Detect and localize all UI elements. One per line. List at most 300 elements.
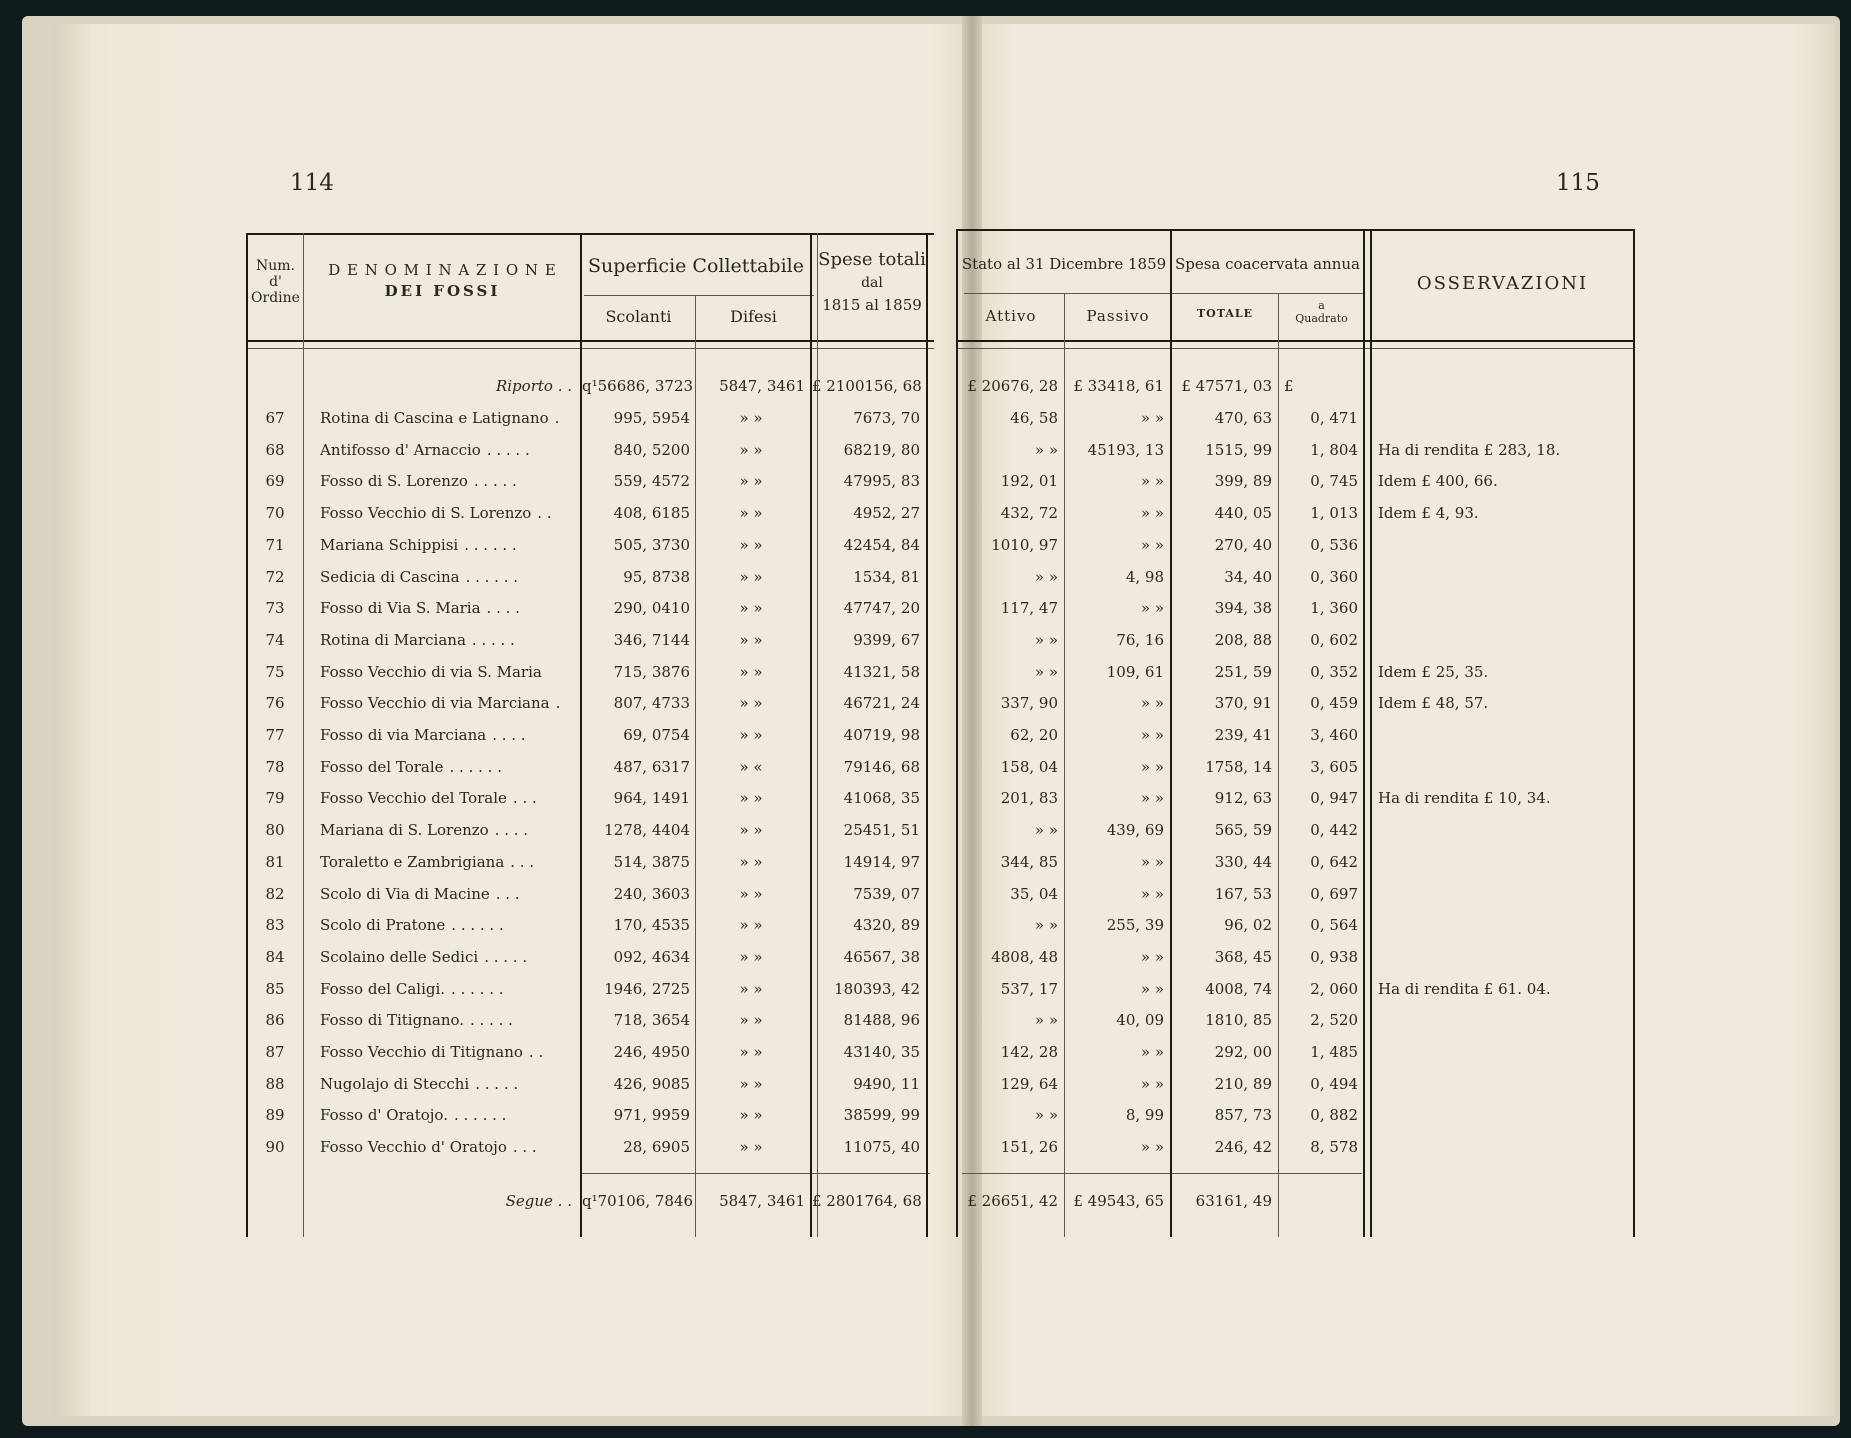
cell-totale: 565, 59: [1214, 821, 1272, 839]
leader-dots: . . . . . .: [464, 536, 517, 554]
cell-totale: 292, 00: [1214, 1043, 1272, 1061]
cell-difesi: » »: [739, 885, 763, 903]
leader-dots: .: [554, 409, 560, 427]
cell-attivo: 117, 47: [1000, 599, 1058, 617]
cell-spese: 40719, 98: [843, 726, 920, 744]
cell-difesi: » »: [739, 726, 763, 744]
fosso-name: Fosso Vecchio del Torale: [320, 789, 507, 807]
fosso-name: Fosso di Titignano.: [320, 1011, 465, 1029]
cell-passivo: 255, 39: [1106, 916, 1164, 934]
cell-passivo: » »: [1140, 948, 1164, 966]
segue-attivo: £ 26651, 42: [967, 1192, 1058, 1210]
cell-spese: 14914, 97: [843, 853, 920, 871]
riporto-scolanti: q¹56686, 3723: [582, 377, 694, 395]
cell-scolanti: 69, 0754: [623, 726, 690, 744]
cell-spese: 11075, 40: [843, 1138, 920, 1156]
cell-scolanti: 559, 4572: [613, 472, 690, 490]
cell-oss: Ha di rendita £ 283, 18.: [1378, 441, 1561, 459]
cell-name: [320, 820, 575, 840]
cell-scolanti: 487, 6317: [613, 758, 690, 776]
page-number-left: 114: [290, 170, 334, 196]
cell-scolanti: 514, 3875: [613, 853, 690, 871]
cell-passivo: » »: [1140, 726, 1164, 744]
leader-dots: . . .: [512, 1138, 537, 1156]
cell-quadrato: 0, 564: [1310, 916, 1358, 934]
header-num: Num. d' Ordine: [251, 258, 300, 307]
cell-difesi: » »: [739, 663, 763, 681]
header-quadrato: a Quadrato: [1295, 299, 1348, 325]
table-top-rule-left: [246, 233, 934, 235]
cell-attivo: 62, 20: [1010, 726, 1058, 744]
cell-spese: 9490, 11: [853, 1075, 920, 1093]
cell-spese: 81488, 96: [843, 1011, 920, 1029]
riporto-quadrato: £: [1284, 377, 1294, 395]
fosso-name: Scolaino delle Sedici: [320, 948, 479, 966]
cell-difesi: » »: [739, 789, 763, 807]
cell-quadrato: 1, 485: [1310, 1043, 1358, 1061]
cell-name: [320, 1105, 575, 1125]
leader-dots: . . . . .: [486, 441, 530, 459]
cell-attivo: 151, 26: [1000, 1138, 1058, 1156]
header-spese: Spese totali dal 1815 al 1859: [818, 249, 926, 314]
cell-difesi: » »: [739, 536, 763, 554]
cell-totale: 96, 02: [1224, 916, 1272, 934]
cell-spese: 4320, 89: [853, 916, 920, 934]
leader-dots: . . . . .: [471, 631, 515, 649]
col-rule-num: [303, 233, 304, 1237]
cell-totale: 370, 91: [1214, 694, 1272, 712]
cell-num: 89: [265, 1106, 285, 1124]
cell-attivo: » »: [1034, 441, 1058, 459]
cell-spese: 46567, 38: [843, 948, 920, 966]
fosso-name: Toraletto e Zambrigiana: [320, 853, 505, 871]
cell-passivo: » »: [1140, 1075, 1164, 1093]
cell-name: [320, 915, 575, 935]
cell-oss: Idem £ 25, 35.: [1378, 663, 1489, 681]
cell-attivo: 142, 28: [1000, 1043, 1058, 1061]
cell-num: 81: [265, 853, 285, 871]
cell-spese: 68219, 80: [843, 441, 920, 459]
cell-difesi: » »: [739, 441, 763, 459]
cell-num: 87: [265, 1043, 285, 1061]
cell-spese: 47995, 83: [843, 472, 920, 490]
cell-difesi: » »: [739, 599, 763, 617]
cell-quadrato: 1, 360: [1310, 599, 1358, 617]
leader-dots: . . . . .: [475, 1075, 519, 1093]
cell-num: 69: [265, 472, 285, 490]
cell-difesi: » »: [739, 409, 763, 427]
cell-difesi: » »: [739, 631, 763, 649]
cell-spese: 1534, 81: [853, 568, 920, 586]
cell-scolanti: 95, 8738: [623, 568, 690, 586]
cell-passivo: » »: [1140, 504, 1164, 522]
cell-oss: Ha di rendita £ 61. 04.: [1378, 980, 1551, 998]
cell-scolanti: 408, 6185: [613, 504, 690, 522]
cell-totale: 210, 89: [1214, 1075, 1272, 1093]
segue-difesi: 5847, 3461: [719, 1192, 805, 1210]
leader-dots: . . . .: [492, 726, 526, 744]
cell-passivo: 109, 61: [1106, 663, 1164, 681]
superficie-sub-rule: [584, 295, 814, 296]
cell-name: [320, 598, 575, 618]
leader-dots: . . . .: [494, 821, 529, 839]
cell-spese: 180393, 42: [834, 980, 920, 998]
cell-name: [320, 1137, 575, 1157]
cell-passivo: » »: [1140, 472, 1164, 490]
cell-attivo: 537, 17: [1000, 980, 1058, 998]
cell-attivo: » »: [1034, 1106, 1058, 1124]
cell-name: [320, 503, 575, 523]
segue-scolanti: q¹70106, 7846: [582, 1192, 694, 1210]
segue-spese: £ 2801764, 68: [812, 1192, 922, 1210]
cell-oss: Idem £ 400, 66.: [1378, 472, 1498, 490]
cell-num: 79: [265, 789, 285, 807]
cell-attivo: » »: [1034, 631, 1058, 649]
header-double-rule-right: [956, 348, 1635, 349]
cell-name: [320, 630, 575, 650]
cell-quadrato: 0, 602: [1310, 631, 1358, 649]
riporto-passivo: £ 33418, 61: [1073, 377, 1164, 395]
cell-spese: 46721, 24: [843, 694, 920, 712]
stato-sub-rule: [964, 293, 1364, 294]
cell-attivo: 46, 58: [1010, 409, 1058, 427]
leader-dots: . . .: [512, 789, 537, 807]
cell-num: 83: [265, 916, 285, 934]
col-rule-left-edge: [246, 233, 248, 1237]
cell-passivo: 76, 16: [1116, 631, 1164, 649]
leader-dots: . . . . .: [470, 1011, 513, 1029]
header-stato: Stato al 31 Dicembre 1859: [961, 255, 1167, 273]
cell-attivo: 1010, 97: [991, 536, 1058, 554]
col-rule-right-edge: [1633, 229, 1635, 1237]
header-bottom-rule-right: [956, 340, 1635, 342]
cell-totale: 251, 59: [1214, 663, 1272, 681]
cell-quadrato: 0, 459: [1310, 694, 1358, 712]
cell-scolanti: 28, 6905: [623, 1138, 690, 1156]
cell-quadrato: 0, 642: [1310, 853, 1358, 871]
cell-name: [320, 979, 575, 999]
cell-totale: 399, 89: [1214, 472, 1272, 490]
cell-name: [320, 757, 575, 777]
cell-totale: 368, 45: [1214, 948, 1272, 966]
cell-oss: Idem £ 48, 57.: [1378, 694, 1489, 712]
cell-totale: 167, 53: [1214, 885, 1272, 903]
cell-totale: 470, 63: [1214, 409, 1272, 427]
cell-num: 73: [265, 599, 285, 617]
cell-quadrato: 1, 013: [1310, 504, 1358, 522]
cell-quadrato: 2, 060: [1310, 980, 1358, 998]
cell-quadrato: 0, 697: [1310, 885, 1358, 903]
cell-difesi: » »: [739, 821, 763, 839]
cell-totale: 270, 40: [1214, 536, 1272, 554]
cell-spese: 7539, 07: [853, 885, 920, 903]
col-rule-scolanti: [695, 295, 696, 1237]
cell-passivo: » »: [1140, 853, 1164, 871]
leader-dots: . . . . . .: [453, 1106, 507, 1124]
cell-spese: 42454, 84: [843, 536, 920, 554]
cell-name: [320, 471, 575, 491]
cell-name: [320, 884, 575, 904]
cell-difesi: » »: [739, 694, 763, 712]
cell-spese: 25451, 51: [843, 821, 920, 839]
cell-quadrato: 0, 745: [1310, 472, 1358, 490]
cell-scolanti: 840, 5200: [613, 441, 690, 459]
cell-passivo: » »: [1140, 1138, 1164, 1156]
cell-name: [320, 693, 575, 713]
table-top-rule-right: [956, 229, 1635, 231]
cell-attivo: 201, 83: [1000, 789, 1058, 807]
fosso-name: Fosso Vecchio di Titignano: [320, 1043, 523, 1061]
cell-scolanti: 964, 1491: [613, 789, 690, 807]
fosso-name: Fosso Vecchio di S. Lorenzo: [320, 504, 532, 522]
riporto-attivo: £ 20676, 28: [967, 377, 1058, 395]
cell-difesi: » »: [739, 1011, 763, 1029]
segue-passivo: £ 49543, 65: [1073, 1192, 1164, 1210]
cell-attivo: » »: [1034, 568, 1058, 586]
cell-scolanti: 971, 9959: [613, 1106, 690, 1124]
cell-passivo: » »: [1140, 789, 1164, 807]
book-gutter: [962, 16, 982, 1426]
fosso-name: Fosso d' Oratojo.: [320, 1106, 448, 1124]
cell-num: 80: [265, 821, 285, 839]
cell-passivo: » »: [1140, 694, 1164, 712]
cell-difesi: » »: [739, 1106, 763, 1124]
fosso-name: Scolo di Pratone: [320, 916, 446, 934]
cell-num: 68: [265, 441, 285, 459]
cell-attivo: » »: [1034, 916, 1058, 934]
cell-name: [320, 535, 575, 555]
cell-num: 84: [265, 948, 285, 966]
header-denominazione: D E N O M I N A Z I O N E DEI FOSSI: [328, 261, 557, 301]
cell-name: [320, 1074, 575, 1094]
cell-scolanti: 092, 4634: [613, 948, 690, 966]
leader-dots: . . . . . .: [451, 980, 504, 998]
cell-num: 85: [265, 980, 285, 998]
cell-difesi: » «: [739, 758, 763, 776]
cell-passivo: » »: [1140, 409, 1164, 427]
cell-quadrato: 0, 938: [1310, 948, 1358, 966]
leader-dots: . . .: [510, 853, 535, 871]
cell-passivo: » »: [1140, 1043, 1164, 1061]
cell-quadrato: 3, 605: [1310, 758, 1358, 776]
cell-name: [320, 440, 575, 460]
cell-difesi: » »: [739, 980, 763, 998]
cell-difesi: » »: [739, 1043, 763, 1061]
cell-scolanti: 290, 0410: [613, 599, 690, 617]
cell-passivo: » »: [1140, 885, 1164, 903]
cell-num: 86: [265, 1011, 285, 1029]
segue-totale: 63161, 49: [1195, 1192, 1272, 1210]
cell-passivo: » »: [1140, 536, 1164, 554]
cell-scolanti: 240, 3603: [613, 885, 690, 903]
leader-dots: . . . . . .: [465, 568, 519, 586]
cell-attivo: 4808, 48: [991, 948, 1058, 966]
fosso-name: Sedicia di Cascina: [320, 568, 460, 586]
fosso-name: Fosso del Caligi.: [320, 980, 446, 998]
cell-scolanti: 715, 3876: [613, 663, 690, 681]
page-number-right: 115: [1556, 170, 1600, 196]
fosso-name: Rotina di Marciana: [320, 631, 466, 649]
total-rule-left: [580, 1173, 930, 1174]
cell-totale: 34, 40: [1224, 568, 1272, 586]
cell-attivo: 129, 64: [1000, 1075, 1058, 1093]
fosso-name: Fosso Vecchio d' Oratojo: [320, 1138, 507, 1156]
cell-quadrato: 0, 947: [1310, 789, 1358, 807]
cell-num: 77: [265, 726, 285, 744]
header-osservazioni: OSSERVAZIONI: [1416, 273, 1589, 294]
cell-spese: 41068, 35: [843, 789, 920, 807]
cell-name: [320, 725, 575, 745]
cell-oss: Idem £ 4, 93.: [1378, 504, 1479, 522]
cell-attivo: 35, 04: [1010, 885, 1058, 903]
fosso-name: Rotina di Cascina e Latignano: [320, 409, 549, 427]
riporto-label: Riporto . .: [495, 377, 572, 395]
riporto-difesi: 5847, 3461: [719, 377, 805, 395]
cell-name: [320, 788, 575, 808]
cell-name: [320, 662, 575, 682]
cell-spese: 7673, 70: [853, 409, 920, 427]
cell-quadrato: 0, 352: [1310, 663, 1358, 681]
cell-quadrato: 1, 804: [1310, 441, 1358, 459]
cell-name: [320, 567, 575, 587]
cell-passivo: 4, 98: [1125, 568, 1164, 586]
cell-scolanti: 718, 3654: [613, 1011, 690, 1029]
cell-scolanti: 246, 4950: [613, 1043, 690, 1061]
cell-totale: 1515, 99: [1205, 441, 1272, 459]
cell-difesi: » »: [739, 916, 763, 934]
cell-spese: 43140, 35: [843, 1043, 920, 1061]
cell-spese: 47747, 20: [843, 599, 920, 617]
cell-name: [320, 408, 575, 428]
col-rule-attivo: [1064, 293, 1065, 1237]
cell-oss: Ha di rendita £ 10, 34.: [1378, 789, 1551, 807]
header-totale: TOTALE: [1196, 307, 1253, 320]
fosso-name: Fosso di Via S. Maria: [320, 599, 481, 617]
header-difesi: Difesi: [730, 307, 777, 326]
leader-dots: . . . . .: [473, 472, 517, 490]
cell-num: 72: [265, 568, 285, 586]
cell-difesi: » »: [739, 853, 763, 871]
cell-scolanti: 505, 3730: [613, 536, 690, 554]
leader-dots: . . .: [495, 885, 520, 903]
cell-quadrato: 0, 536: [1310, 536, 1358, 554]
cell-passivo: 45193, 13: [1087, 441, 1164, 459]
cell-spese: 9399, 67: [853, 631, 920, 649]
header-attivo: Attivo: [985, 307, 1037, 325]
leader-dots: .: [555, 694, 561, 712]
cell-totale: 857, 73: [1214, 1106, 1272, 1124]
cell-totale: 1810, 85: [1205, 1011, 1272, 1029]
cell-quadrato: 0, 360: [1310, 568, 1358, 586]
cell-quadrato: 0, 882: [1310, 1106, 1358, 1124]
header-scolanti: Scolanti: [605, 307, 672, 326]
cell-num: 71: [265, 536, 285, 554]
col-rule-totale: [1278, 293, 1279, 1237]
header-passivo: Passivo: [1086, 307, 1150, 325]
cell-name: [320, 947, 575, 967]
leader-dots: . . . . . .: [451, 916, 504, 934]
cell-totale: 394, 38: [1214, 599, 1272, 617]
cell-scolanti: 807, 4733: [613, 694, 690, 712]
cell-scolanti: 995, 5954: [613, 409, 690, 427]
cell-num: 82: [265, 885, 285, 903]
cell-attivo: » »: [1034, 821, 1058, 839]
header-double-rule-left: [246, 348, 934, 349]
fosso-name: Fosso di S. Lorenzo: [320, 472, 468, 490]
cell-num: 90: [265, 1138, 285, 1156]
cell-passivo: 439, 69: [1106, 821, 1164, 839]
cell-difesi: » »: [739, 1075, 763, 1093]
cell-num: 74: [265, 631, 285, 649]
cell-totale: 4008, 74: [1205, 980, 1272, 998]
cell-totale: 912, 63: [1214, 789, 1272, 807]
cell-quadrato: 0, 471: [1310, 409, 1358, 427]
fosso-name: Fosso di via Marciana: [320, 726, 487, 744]
cell-scolanti: 426, 9085: [613, 1075, 690, 1093]
cell-quadrato: 0, 442: [1310, 821, 1358, 839]
cell-attivo: 337, 90: [1000, 694, 1058, 712]
cell-spese: 4952, 27: [853, 504, 920, 522]
cell-difesi: » »: [739, 504, 763, 522]
cell-quadrato: 0, 494: [1310, 1075, 1358, 1093]
cell-quadrato: 2, 520: [1310, 1011, 1358, 1029]
leader-dots: . . . .: [486, 599, 520, 617]
cell-scolanti: 346, 7144: [613, 631, 690, 649]
cell-scolanti: 1946, 2725: [604, 980, 690, 998]
cell-totale: 239, 41: [1214, 726, 1272, 744]
leader-dots: . . . . . .: [449, 758, 502, 776]
cell-attivo: 344, 85: [1000, 853, 1058, 871]
cell-quadrato: 3, 460: [1310, 726, 1358, 744]
cell-totale: 246, 42: [1214, 1138, 1272, 1156]
cell-scolanti: 1278, 4404: [604, 821, 690, 839]
fosso-name: Mariana di S. Lorenzo: [320, 821, 489, 839]
cell-num: 70: [265, 504, 285, 522]
cell-difesi: » »: [739, 472, 763, 490]
leader-dots: . . . . .: [484, 948, 528, 966]
fosso-name: Fosso del Torale: [320, 758, 444, 776]
cell-num: 88: [265, 1075, 285, 1093]
col-rule-quadrato-double: [1370, 229, 1372, 1237]
cell-totale: 1758, 14: [1205, 758, 1272, 776]
cell-name: [320, 1042, 575, 1062]
cell-attivo: » »: [1034, 663, 1058, 681]
cell-totale: 208, 88: [1214, 631, 1272, 649]
fosso-name: Fosso Vecchio di via Marciana: [320, 694, 550, 712]
fosso-name: Scolo di Via di Macine: [320, 885, 490, 903]
cell-spese: 79146, 68: [843, 758, 920, 776]
cell-quadrato: 8, 578: [1310, 1138, 1358, 1156]
cell-attivo: 432, 72: [1000, 504, 1058, 522]
riporto-spese: £ 2100156, 68: [812, 377, 922, 395]
cell-passivo: 8, 99: [1125, 1106, 1164, 1124]
header-spesa: Spesa coacervata annua: [1174, 255, 1360, 273]
fosso-name: Antifosso d' Arnaccio: [320, 441, 481, 459]
total-rule-right: [962, 1173, 1362, 1174]
cell-attivo: 192, 01: [1000, 472, 1058, 490]
header-superficie: Superficie Collettabile: [588, 255, 804, 277]
open-book: [22, 16, 1840, 1426]
cell-totale: 330, 44: [1214, 853, 1272, 871]
cell-num: 67: [265, 409, 285, 427]
cell-num: 78: [265, 758, 285, 776]
leader-dots: . .: [537, 504, 552, 522]
cell-num: 76: [265, 694, 285, 712]
cell-name: [320, 852, 575, 872]
fosso-name: Mariana Schippisi: [320, 536, 459, 554]
segue-label: Segue . .: [505, 1192, 572, 1210]
cell-spese: 38599, 99: [843, 1106, 920, 1124]
